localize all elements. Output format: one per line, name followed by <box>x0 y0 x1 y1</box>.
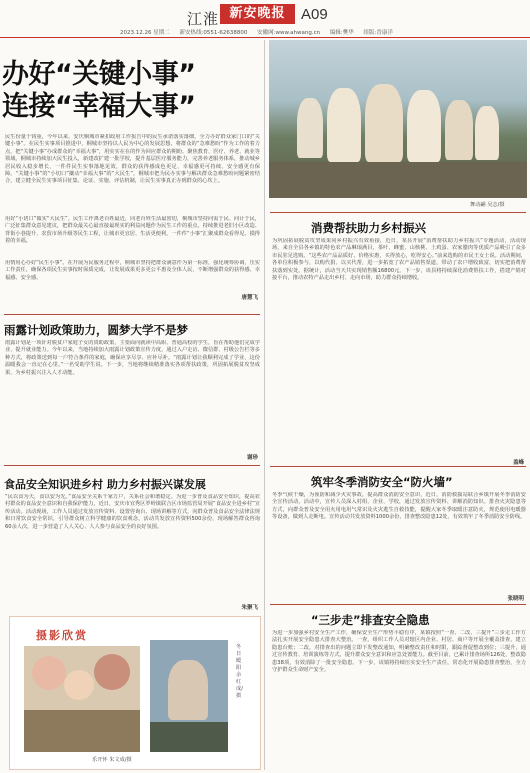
lead-body: 民生份量千钧重，今年以来，安庆桐城市紧扣政府工作报告中的民生承诺落实落细，全力办好群众家门口的“关键小事”。在民生实事项目推进中，桐城市坚持以人民为中心的发展思想，将群众的“急难愁盼”作为工作的着力点，把“关键小事”办成群众的“幸福大事”，用实实在在的作为回应群众的期盼。聚焦教育、医疗、养老、就业等领域，桐城市持续加大民生投入，新建改扩建一批学校，提升基层医疗服务能力，完善养老服务体系，推动城乡居民收入稳步增长，一件件民生实事落地见效，群众的获得感成色更足、幸福感更可持续、安全感更有保障。“关键小事”的“小切口”撬动“幸福大事”的“大民生”，桐城市把为民办实事与解决群众急难愁盼问题紧密结合，建立健全民生实事项目征集、论证、实施、评估机制，让民生实事真正办到群众的心坎上。 <box>5 134 260 185</box>
section-rule <box>4 465 260 466</box>
masthead-meta <box>120 28 530 36</box>
section-rule <box>4 314 260 315</box>
lead-headline-1: 办好“关键小事” <box>2 59 196 90</box>
consumer-headline: 消费帮扶助力乡村振兴 <box>311 221 426 235</box>
consumer-byline: 盖峰 <box>512 460 524 466</box>
dream-byline: 谢珍 <box>246 455 258 461</box>
header-divider <box>0 37 530 38</box>
section-rule <box>270 604 526 605</box>
dream-headline: 雨露计划政策助力，圆梦大学不是梦 <box>4 323 188 337</box>
food-byline: 朱聚飞 <box>241 605 258 611</box>
gallery-caption-right: 冬日暖阳 余红成/摄 <box>236 644 243 699</box>
lead-body-3: 用情用心办好“民生小事”。在开展为民服务过程中，桐城市坚持把群众满意作为第一标准，强化统筹协调，压实工作责任，确保各项民生实事按时保质完成，让发展成果更多更公平惠及全体人民，不断增强群众的获得感、幸福感、安全感。 <box>5 260 260 281</box>
hazard-body: 为进一步加强乡村安全生产工作，确保安全生产形势平稳有序，某镇按照“一查、二改、三提升”三步走工作方法扎实开展安全隐患大排查大整治。一查，组织工作人员对辖区内企业、村居、商户等开展全覆盖排查，建立隐患台账；二改，对排查出的问题立即下发整改通知，明确整改责任和时限，跟踪督促整改到位；三提升，通过宣传教育、培训演练等方式，提升群众安全意识和应急处置能力。截至目前，已累计排查场所126处，整改隐患38项，有效消除了一批安全隐患。下一步，该镇将持续压实安全生产责任，常态化开展隐患排查整治，全力守护群众生命财产安全。 <box>272 630 526 674</box>
food-headline: 食品安全知识进乡村 助力乡村振兴谋发展 <box>4 478 206 491</box>
newspaper-logo: 新安晚报 <box>220 4 295 24</box>
dance-photo-caption: 舞动翩 吴志/摄 <box>470 202 505 208</box>
fire-byline: 张晓明 <box>507 596 524 602</box>
proofreader: 组版:晋康洋 <box>363 30 393 36</box>
section-rule <box>270 212 526 213</box>
section-rule <box>270 466 526 467</box>
food-body: “民以食为天，食以安为先。”食品安全关系千家万户，关系社会和谐稳定。为进一步普及食品安全知识，提高农村群众的食品安全意识和自我保护能力，近日，安庆市宜秀区罗岭镇联合区市场监管局开展“食品安全进乡村”宣传活动。活动现场，工作人员通过发放宣传资料、设置咨询台、现场讲解等方式，向群众普及食品安全法律法规和日常饮食安全常识，引导群众树立科学健康的饮食观念，活动共发放宣传资料500余份，现场解答群众咨询60余人次，进一步营造了人人关心、人人参与食品安全的良好氛围。 <box>5 494 260 530</box>
gallery-photo-right <box>150 640 228 752</box>
fire-headline: 筑牢冬季消防安全“防火墙” <box>311 475 453 489</box>
dream-body: 雨露计划是一项针对脱贫户家庭子女的资助政策，主要面向就读中高职、普通高校的学生，旨在帮助他们完成学业、提升就业能力。今年以来，当地持续加大雨露计划政策宣传力度，通过入户走访、微信群、村级公告栏等多种方式，将政策送到每一户符合条件的家庭，确保应享尽享、应补尽补。“雨露计划让我顺利完成了学业，这份温暖我会一直记在心里。”一名受助学生说。下一步，当地将继续精准落实各项帮扶政策，巩固拓展脱贫攻坚成果，为乡村振兴注入人才动能。 <box>5 340 260 376</box>
masthead-city: 江淮 <box>187 10 220 28</box>
gallery-caption-left: 乐开怀 朱文成/摄 <box>92 757 132 763</box>
fire-body: 冬季气候干燥，为预防和减少火灾事故，提高群众消防安全意识，近日，消防救援站联合乡镇开展冬季消防安全宣传活动。活动中，宣传人员深入村组、企业、学校，通过发放宣传资料、讲解消防知识、排查火灾隐患等方式，向群众普及安全用火用电用气常识及火灾逃生自救技能，提醒大家冬季取暖注意防火，规范使用电暖器等设备，做到人走断电。宣传活动共发放资料1000余份，排查整改隐患12处，有效筑牢了冬季消防安全防线。 <box>272 492 526 521</box>
consumer-body: 为巩固拓展脱贫攻坚成果同乡村振兴有效衔接，近日，某县开展“消费帮扶助力乡村振兴”专题活动，活动现场，来自全县各乡镇的特色农产品琳琅满目，茶叶、蜂蜜、山核桃、土鸡蛋、农家腊肉等优质产品吸引了众多市民驻足选购。“这些农产品品质好、价格实惠，买得放心，吃得安心。”前来选购的市民王女士说。活动期间，各单位积极参与，以购代捐、以买代帮，进一步拓宽了农产品销售渠道，带动了农户增收致富，切实把消费帮扶落到实处。据统计，活动当天共实现销售额16800元。下一步，该县将持续深化消费帮扶工作，搭建产销对接平台，推动农特产品走出乡村、走向市场，助力群众持续增收。 <box>272 238 526 282</box>
gallery-photo-left <box>24 646 140 752</box>
lead-byline: 唐慧飞 <box>241 295 258 301</box>
lead-body-2: 用好“小切口”做实“大民生”。民生工作离老百姓最近，同老百姓生活最密切，桐城市坚持问需于民、问计于民，广泛征集群众意见建议，把群众最关心最直接最现实的利益问题作为民生工作的重点，持续推进老旧小区改造、背街小巷提升、农贸市场升级等民生工程，让城市更宜居、生活更便利，一件件“小事”汇聚成群众看得见、摸得着的幸福。 <box>5 216 260 245</box>
dance-photo <box>269 40 527 198</box>
lead-headline-2: 连接“幸福大事” <box>2 91 196 122</box>
page-number: A09 <box>301 6 328 23</box>
website: 安徽网:www.ahwang.cn <box>257 30 321 36</box>
editor: 编辑:樊华 <box>329 30 354 36</box>
hotline: 新安热线:0551-62638800 <box>179 30 248 36</box>
issue-date: 2023.12.26 星期二 <box>120 30 170 36</box>
gallery-title: 摄影欣赏 <box>36 629 88 642</box>
hazard-headline: “三步走”排查安全隐患 <box>311 613 430 627</box>
column-divider <box>264 40 265 770</box>
